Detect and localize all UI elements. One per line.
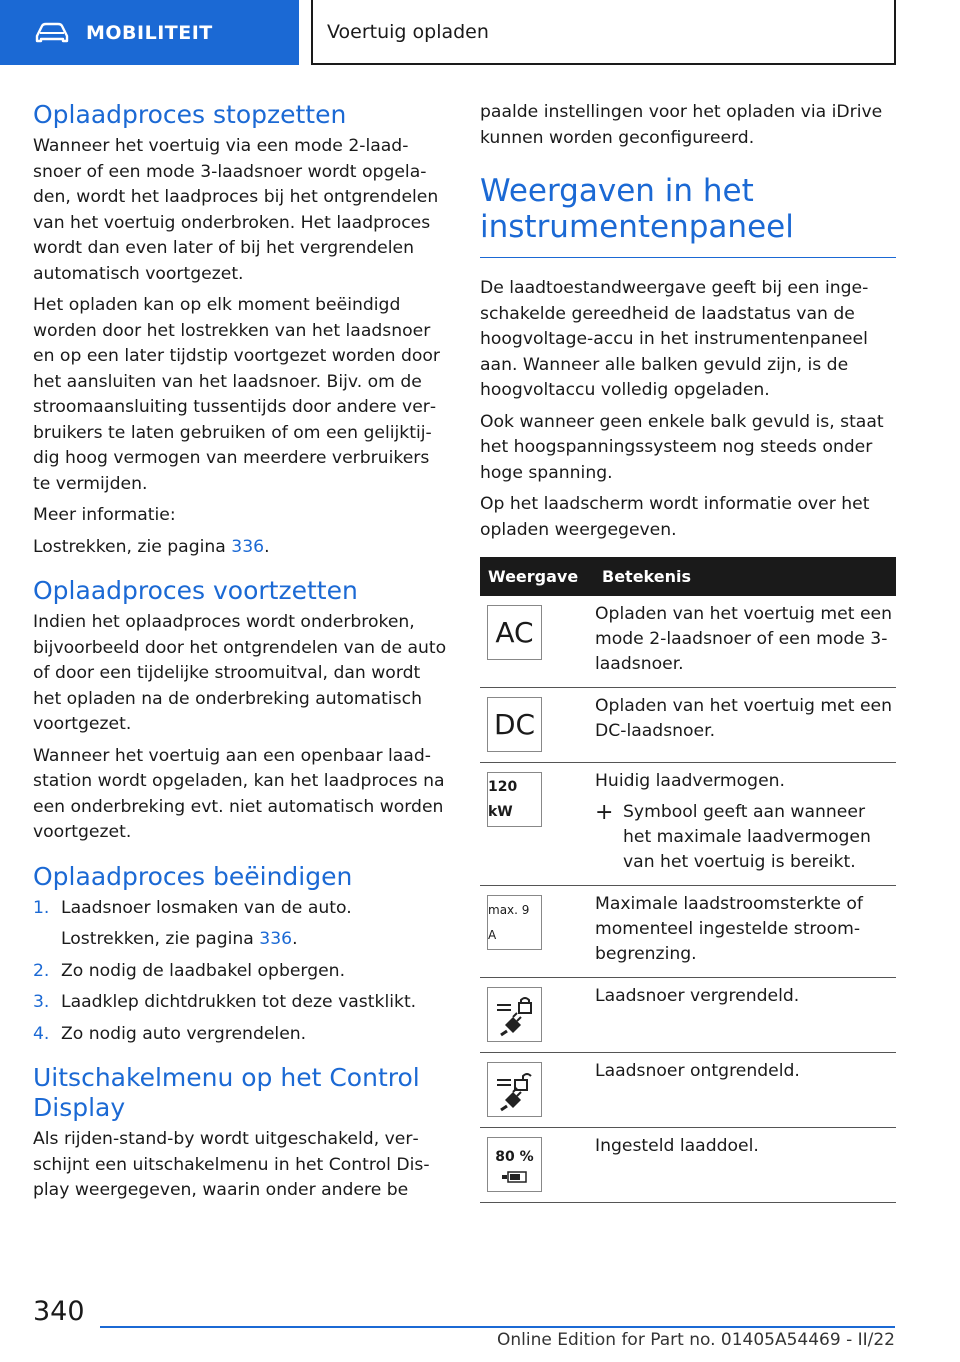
header-category-bar: [0, 0, 299, 65]
list-item: [33, 896, 448, 953]
chapter-heading-wrap: [480, 173, 896, 258]
cable-unlocked-icon: [487, 1062, 542, 1117]
plus-icon: +: [595, 800, 614, 825]
battery-icon: [500, 1170, 530, 1184]
dc-icon: DC: [487, 697, 542, 752]
header-chapter: Voertuig opladen: [327, 20, 489, 43]
footer-edition: Online Edition for Part no. 01405A54469 - II/22: [496, 1330, 895, 1350]
plus-note: [595, 800, 896, 875]
icon-label: 80 %: [495, 1149, 534, 1165]
table-cell: Laadsnoer vergrendeld.: [595, 978, 896, 1053]
table-row: [480, 688, 896, 763]
paragraph: Wanneer het voertuig aan een openbaar laadstation wordt opgeladen, kan het laadproces na een onderbreking evt. niet automatisch worden voortgezet.: [33, 745, 445, 842]
step-text: Laadklep dichtdrukken tot deze vastklikt.: [61, 992, 417, 1012]
paragraph-reference: [33, 535, 448, 561]
chapter-heading: Weergaven in het instrumentenpaneel: [480, 173, 794, 245]
list-item: [33, 1022, 448, 1048]
left-column: [33, 100, 448, 1210]
ac-icon: AC: [487, 605, 542, 660]
table-row: [480, 886, 896, 978]
table-cell: [595, 763, 896, 886]
section-title-stop: Oplaadproces stopzetten: [33, 100, 347, 129]
paragraph: paalde instellingen voor het opladen via iDrive kunnen worden geconfigureerd.: [480, 102, 883, 148]
table-cell: Opladen van het voertuig met een DC-laadsnoer.: [595, 688, 896, 763]
footer-divider: [100, 1326, 895, 1328]
paragraph: De laadtoestandweergave geeft bij een ingeschakelde gereedheid de laadstatus van de hoogvoltage-accu in het instrumentenpaneel aan. Wanneer alle balken gevuld zijn, is de hoogvoltaccu volledig opgeladen.: [480, 278, 869, 400]
page-link[interactable]: 336: [259, 929, 293, 949]
list-item: [33, 959, 448, 985]
table-cell: Maximale laadstroomsterkte of momenteel ingestelde stroombegrenzing.: [595, 886, 896, 978]
table-cell: Ingesteld laaddoel.: [595, 1128, 896, 1203]
table-cell: Opladen van het voertuig met een mode 2-laadsnoer of een mode 3-laadsnoer.: [595, 596, 896, 688]
table-row: [480, 978, 896, 1053]
step-number: 3.: [33, 992, 50, 1012]
table-row: [480, 596, 896, 688]
reference-text: Lostrekken, zie pagina: [33, 536, 232, 557]
cell-text: Symbool geeft aan wanneer het maximale laadvermogen van het voertuig is bereikt.: [623, 802, 871, 872]
table-row: [480, 1053, 896, 1128]
paragraph: Wanneer het voertuig via een mode 2-laadsnoer of een mode 3-laadsnoer wordt opgeladen, wordt het laadproces bij het ontgrendelen van het voertuig onderbroken. Het laadproces wordt dan even later of bij het vergrendelen automatisch voortgezet.: [33, 136, 439, 284]
step-number: 4.: [33, 1023, 50, 1044]
table-row: [480, 763, 896, 886]
power-kw-icon: 120 kW: [487, 772, 542, 827]
table-row: [480, 1128, 896, 1203]
header-category: MOBILITEIT: [86, 21, 213, 44]
page-number: 340: [33, 1296, 85, 1327]
step-reference: [61, 927, 352, 953]
steps-list: [33, 896, 448, 1048]
paragraph: Op het laadscherm wordt informatie over het opladen weergegeven.: [480, 494, 870, 540]
paragraph: Het opladen kan op elk moment beëindigd worden door het lostrekken van het laadsnoer en op een later tijdstip voortgezet worden door het aansluiten van het laadsnoer. Bijv. om de stroomaansluiting tussentijds door andere verbruikers te laten gebruiken of om een gelijktijdig hoog vermogen van meerdere verbruikers te vermijden.: [33, 295, 440, 494]
display-table: [480, 557, 896, 1203]
section-title-shutdown-menu: Uitschakelmenu op het Control Display: [33, 1063, 420, 1122]
section-title-resume: Oplaadproces voortzetten: [33, 576, 358, 605]
column-header-meaning: Betekenis: [602, 567, 692, 586]
table-cell: Laadsnoer ontgrendeld.: [595, 1053, 896, 1128]
header-chapter-box: [311, 0, 896, 65]
reference-text: Lostrekken, zie pagina: [61, 929, 260, 949]
page-link[interactable]: 336: [231, 536, 265, 557]
cell-text: Huidig laadvermogen.: [595, 771, 786, 791]
right-column: [480, 100, 896, 1203]
step-text: Zo nodig auto vergrendelen.: [61, 1023, 307, 1044]
list-item: [33, 990, 448, 1016]
table-header-row: [480, 557, 896, 596]
paragraph: Indien het oplaadproces wordt onderbroken, bijvoorbeeld door het ontgrendelen van de auto of door een tijdelijke stroomuitval, dan wordt het opladen na de onderbreking automatisch voortgezet.: [33, 612, 447, 734]
step-text: Laadsnoer losmaken van de auto.: [61, 897, 352, 918]
paragraph: Ook wanneer geen enkele balk gevuld is, staat het hoogspanningssysteem nog steeds onder hoge spanning.: [480, 411, 884, 483]
step-text: Zo nodig de laadbakel opbergen.: [61, 960, 346, 981]
section-title-end: Oplaadproces beëindigen: [33, 861, 353, 891]
cable-locked-icon: [487, 987, 542, 1042]
max-current-icon: max. 9 A: [487, 895, 542, 950]
step-number: 1.: [33, 897, 50, 918]
reference-end: .: [264, 536, 270, 557]
reference-end: .: [292, 929, 298, 949]
step-number: 2.: [33, 960, 50, 981]
charge-target-icon: [487, 1137, 542, 1192]
column-header-display: Weergave: [488, 567, 579, 586]
paragraph: Meer informatie:: [33, 505, 176, 525]
car-icon: [34, 22, 70, 44]
paragraph: Als rijden-stand-by wordt uitgeschakeld, verschijnt een uitschakelmenu in het Control Display weergegeven, waarin onder andere be: [33, 1129, 430, 1200]
